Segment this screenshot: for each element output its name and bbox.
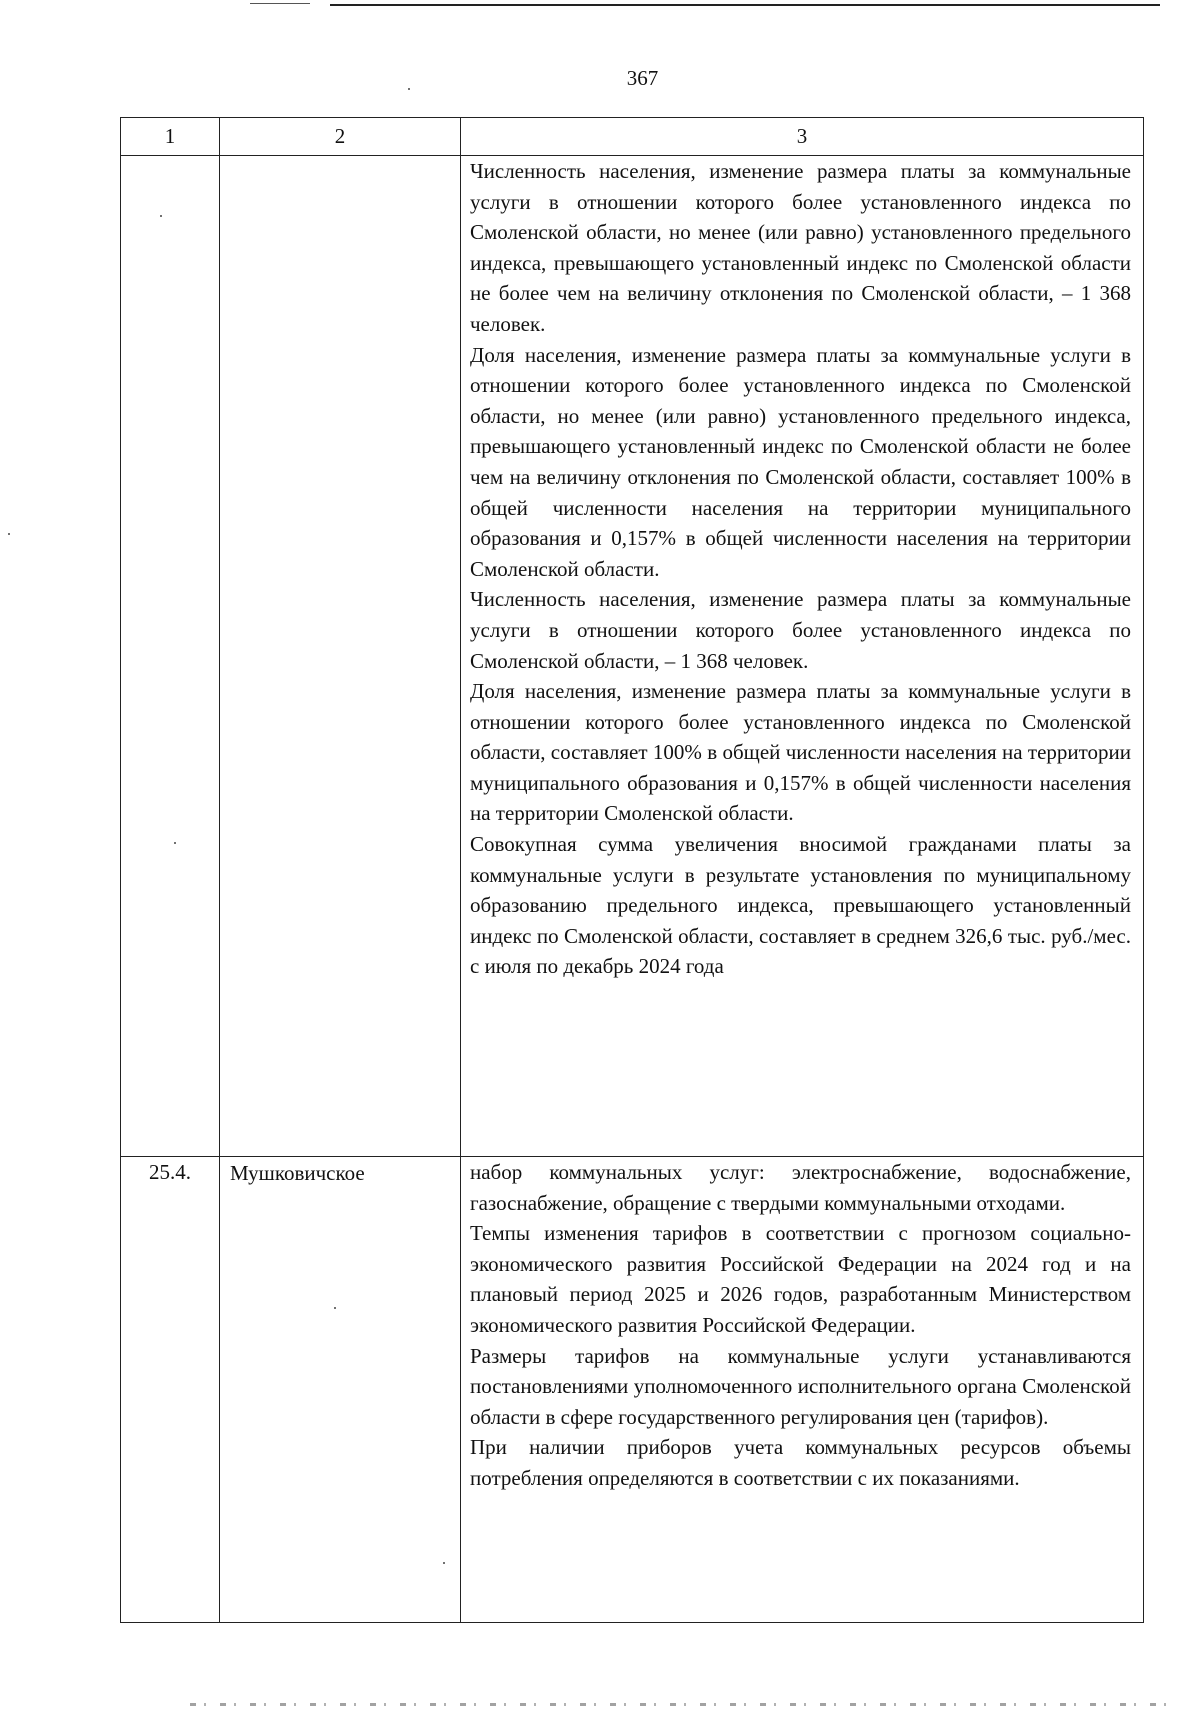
scan-edge-mark [250,3,310,4]
scan-speck [160,215,162,217]
scan-speck [174,842,176,844]
description-paragraph: Размеры тарифов на коммунальные услуги устанавливаются постановлениями уполномоченного исполнительного органа Смоленской области в сфере государственного регулирования цен (тарифов). [470,1343,1131,1429]
description-paragraph: При наличии приборов учета коммунальных ресурсов объемы потребления определяются в соответствии с их показаниями. [470,1435,1131,1490]
document-table [120,117,1144,1623]
table-header-row [121,118,1144,156]
column-header: 2 [220,118,461,156]
description-paragraph: Темпы изменения тарифов в соответствии с прогнозом социально-экономического развития Российской Федерации на 2024 год и на плановый период 2025 и 2026 годов, разработанным Министерством экономического развития Российской Федерации. [470,1221,1131,1337]
row-number [121,156,220,1157]
description-paragraph: Численность населения, изменение размера платы за коммунальные услуги в отношении которого более установленного индекса по Смоленской области, – 1 368 человек. [470,587,1131,673]
scan-top-rule [330,4,1160,6]
municipality-name: Мушковичское [220,1157,461,1623]
column-header: 3 [461,118,1144,156]
scan-bottom-noise [190,1703,1180,1706]
municipality-name [220,156,461,1157]
scan-speck [8,533,10,535]
row-number: 25.4. [121,1157,220,1623]
description-cell [461,156,1144,1157]
scan-speck [408,88,410,90]
column-header: 1 [121,118,220,156]
description-paragraph: Доля населения, изменение размера платы за коммунальные услуги в отношении которого более установленного индекса по Смоленской области, но менее (или равно) установленного предельного индекса, превышающего установленный индекс по Смоленской области не более чем на величину отклонения по Смоленской области, составляет 100% в общей численности населения на территории муниципального образования и 0,157% в общей численности населения на территории Смоленской области. [470,342,1131,581]
table-row [121,1157,1144,1623]
description-paragraph: Доля населения, изменение размера платы за коммунальные услуги в отношении которого более установленного индекса по Смоленской области, составляет 100% в общей численности населения на территории муниципального образования и 0,157% в общей численности населения на территории Смоленской области. [470,679,1131,826]
page-number: 367 [626,66,659,90]
description-cell [461,1157,1144,1623]
scan-speck [443,1562,445,1564]
scan-speck [334,1307,336,1309]
description-paragraph: набор коммунальных услуг: электроснабжение, водоснабжение, газоснабжение, обращение с твердыми коммунальными отходами. [470,1160,1131,1215]
table-row [121,156,1144,1157]
description-paragraph: Совокупная сумма увеличения вносимой гражданами платы за коммунальные услуги в результате установления по муниципальному образованию предельного индекса, превышающего установленный индекс по Смоленской области, составляет в среднем 326,6 тыс. руб./мес. с июля по декабрь 2024 года [470,832,1131,979]
description-paragraph: Численность населения, изменение размера платы за коммунальные услуги в отношении которого более установленного индекса по Смоленской области, но менее (или равно) установленного предельного индекса, превышающего установленный индекс по Смоленской области не более чем на величину отклонения по Смоленской области, – 1 368 человек. [470,159,1131,336]
